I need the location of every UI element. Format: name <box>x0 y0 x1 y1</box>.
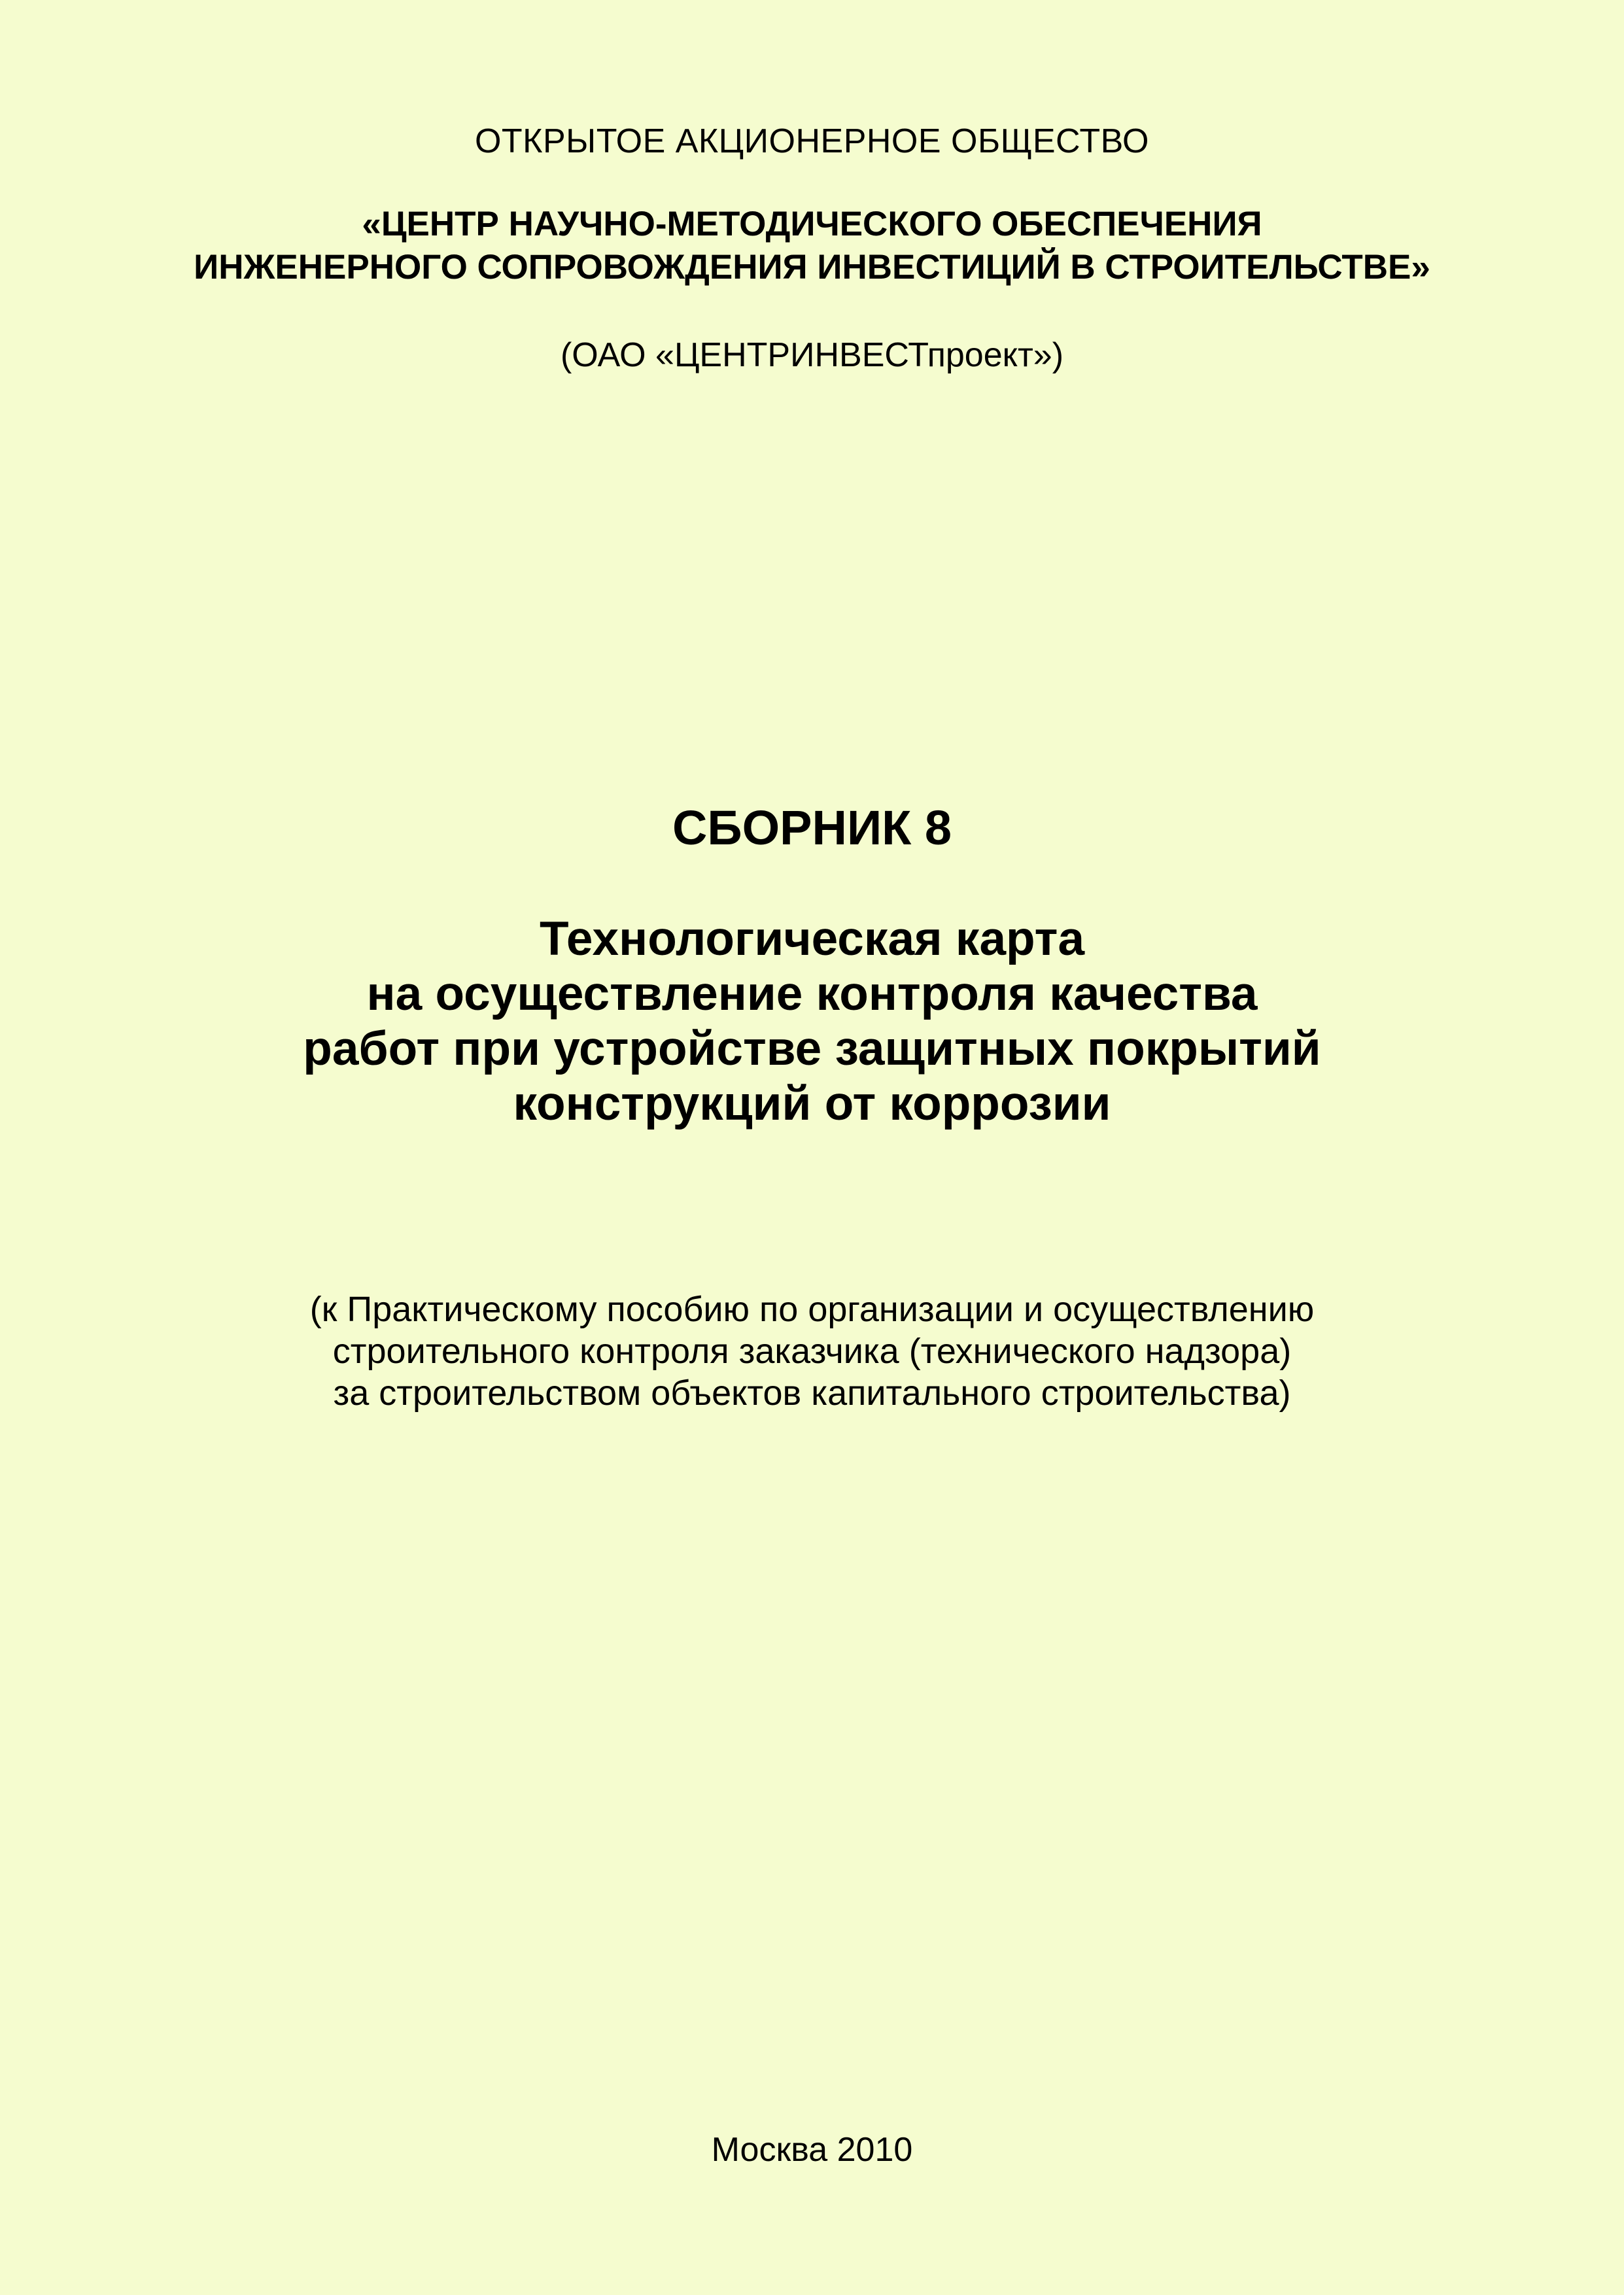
place-and-year: Москва 2010 <box>711 2131 913 2169</box>
organization-abbreviation: (ОАО «ЦЕНТРИНВЕСТпроект») <box>560 336 1064 374</box>
document-title-line-2: на осуществление контроля качества <box>366 967 1258 1020</box>
document-subtitle-line-1: (к Практическому пособию по организации и осуществлению <box>309 1290 1315 1329</box>
organization-name-line-2: ИНЖЕНЕРНОГО СОПРОВОЖДЕНИЯ ИНВЕСТИЦИЙ В СТРОИТЕЛЬСТВЕ» <box>194 248 1430 286</box>
document-title-line-3: работ при устройстве защитных покрытий <box>303 1022 1321 1075</box>
document-title-line-1: Технологическая карта <box>539 912 1085 965</box>
document-title-line-4: конструкций от коррозии <box>513 1077 1111 1130</box>
organization-name-line-1: «ЦЕНТР НАУЧНО-МЕТОДИЧЕСКОГО ОБЕСПЕЧЕНИЯ <box>362 205 1262 243</box>
document-subtitle-line-2: строительного контроля заказчика (технического надзора) <box>332 1332 1292 1371</box>
organization-type: ОТКРЫТОЕ АКЦИОНЕРНОЕ ОБЩЕСТВО <box>474 122 1150 160</box>
collection-number: СБОРНИК 8 <box>672 801 952 855</box>
document-subtitle-line-3: за строительством объектов капитального строительства) <box>333 1373 1291 1413</box>
